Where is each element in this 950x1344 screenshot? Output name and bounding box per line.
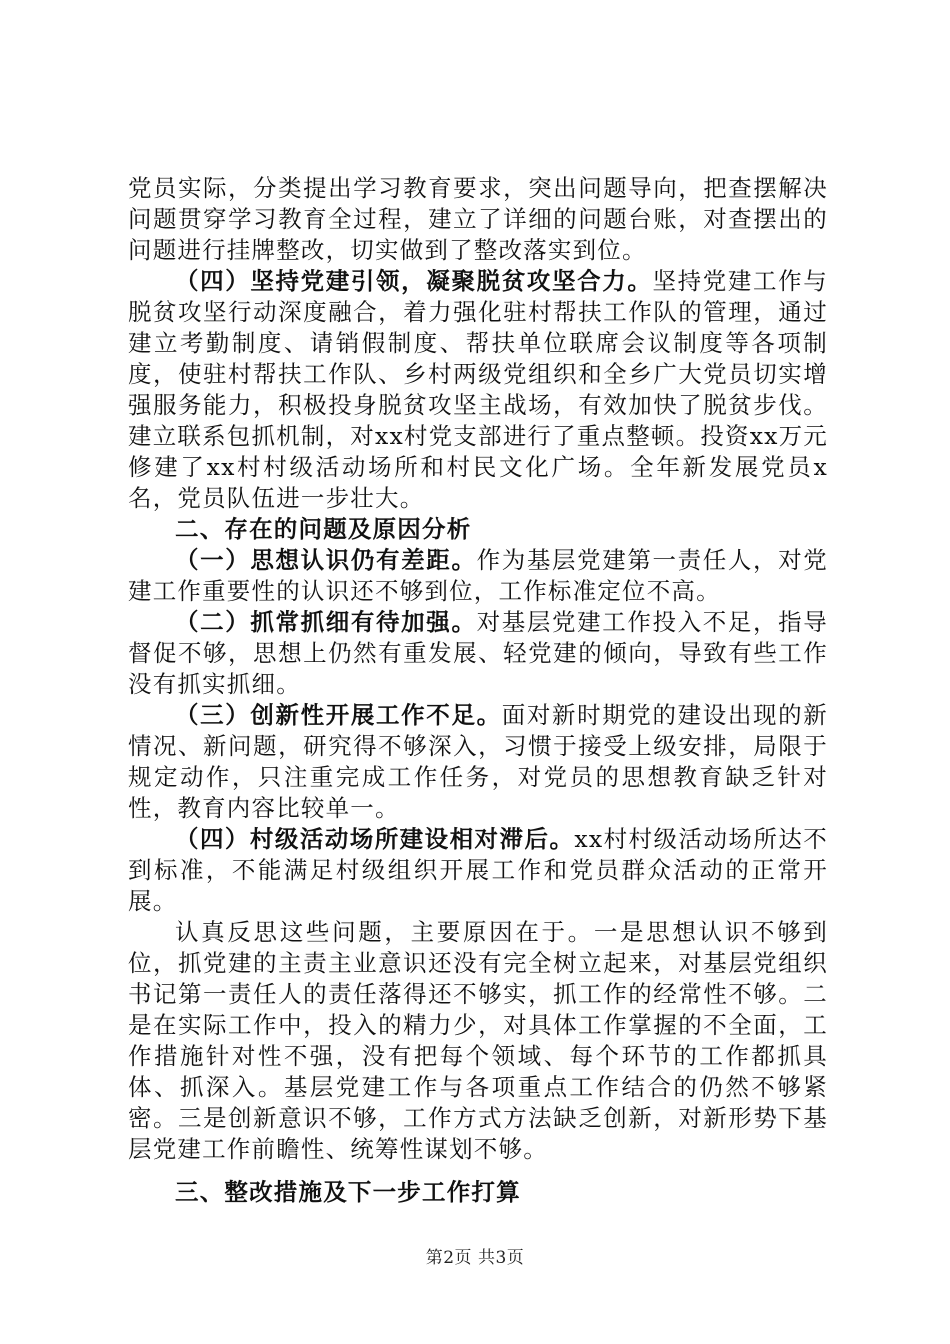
paragraph-party-leadership (128, 266, 828, 514)
paragraph-lead: （四）村级活动场所建设相对滞后。 (175, 825, 575, 853)
document-body (128, 173, 828, 1208)
paragraph-lead: （四）坚持党建引领，凝聚脱贫攻坚合力。 (175, 267, 653, 295)
paragraph-lead: （二）抓常抓细有待加强。 (175, 608, 477, 636)
section-heading-measures: 三、整改措施及下一步工作打算 (175, 1178, 521, 1206)
paragraph-problem-3 (128, 700, 828, 824)
paragraph-text: 党员实际，分类提出学习教育要求，突出问题导向，把查摆解决问题贯穿学习教育全过程，建立了详细的问题台账，对查摆出的问题进行挂牌整改，切实做到了整改落实到位。 (128, 174, 828, 264)
paragraph-problem-2 (128, 607, 828, 700)
section-heading-problems: 二、存在的问题及原因分析 (175, 515, 472, 543)
paragraph-lead: （一）思想认识仍有差距。 (175, 546, 477, 574)
paragraph-text: 认真反思这些问题，主要原因在于。一是思想认识不够到位，抓党建的主责主业意识还没有完全树立起来，对基层党组织书记第一责任人的责任落得还不够实，抓工作的经常性不够。二是在实际工作中，投入的精力少，对具体工作掌握的不全面，工作措施针对性不强，没有把每个领域、每个环节的工作都抓具体、抓深入。基层党建工作与各项重点工作结合的仍然不够紧密。三是创新意识不够，工作方式方法缺乏创新，对新形势下基层党建工作前瞻性、统筹性谋划不够。 (128, 918, 828, 1163)
page-footer (0, 1243, 950, 1268)
page-number-label: 第2页 共3页 (425, 1248, 525, 1268)
paragraph-text: 作为基层党建第一责任人，对党建工作重要性的认识还不够到位，工作标准定位不高。 (128, 546, 828, 605)
paragraph-text: 面对新时期党的建设出现的新情况、新问题，研究得不够深入，习惯于接受上级安排，局限于规定动作，只注重完成工作任务，对党员的思想教育缺乏针对性，教育内容比较单一。 (128, 701, 828, 822)
paragraph-root-causes (128, 917, 828, 1165)
paragraph-text: 坚持党建工作与脱贫攻坚行动深度融合，着力强化驻村帮扶工作队的管理，通过建立考勤制度、请销假制度、帮扶单位联席会议制度等各项制度，使驻村帮扶工作队、乡村两级党组织和全乡广大党员切实增强服务能力，积极投身脱贫攻坚主战场，有效加快了脱贫步伐。建立联系包抓机制，对xx村党支部进行了重点整顿。投资xx万元修建了xx村村级活动场所和村民文化广场。全年新发展党员x名，党员队伍进一步壮大。 (128, 267, 829, 512)
paragraph-text: xx村村级活动场所达不到标准，不能满足村级组织开展工作和党员群众活动的正常开展。 (128, 825, 828, 915)
paragraph-problem-1 (128, 545, 828, 607)
paragraph-lead: （三）创新性开展工作不足。 (175, 701, 502, 729)
paragraph-text: 对基层党建工作投入不足，指导督促不够，思想上仍然有重发展、轻党建的倾向，导致有些工作没有抓实抓细。 (128, 608, 828, 698)
paragraph-problem-4 (128, 824, 828, 917)
paragraph-continuation (128, 173, 828, 266)
